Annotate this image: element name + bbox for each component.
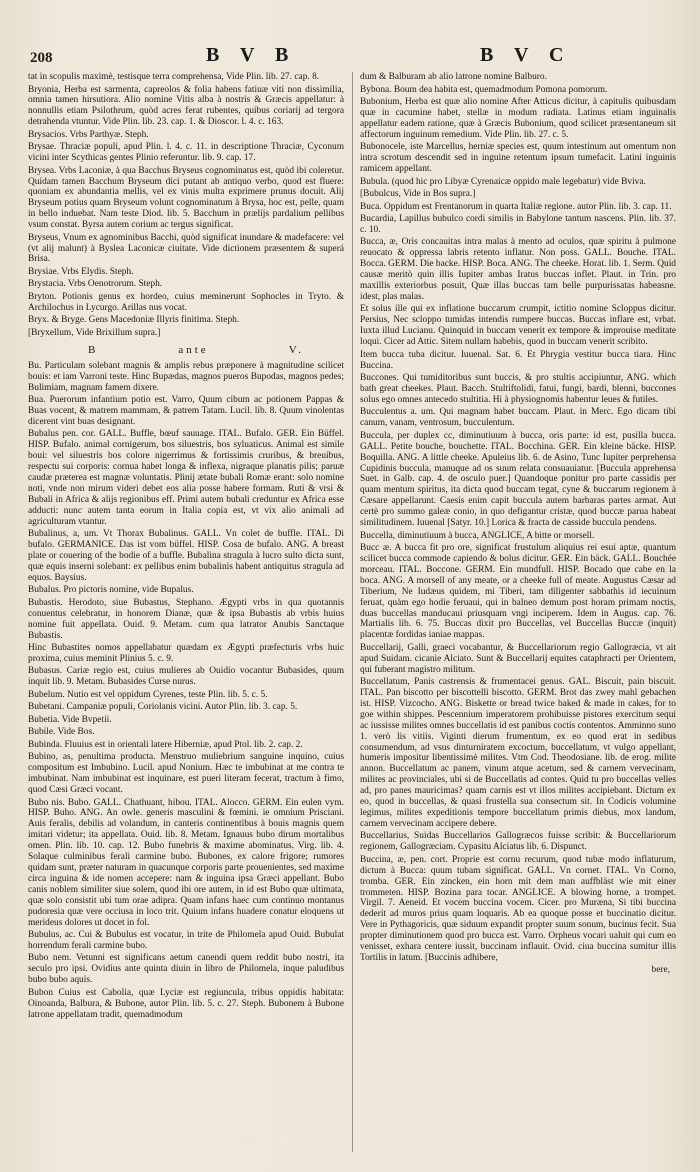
- dictionary-entry: Bucca, æ, Oris concauitas intra malas à mento ad oculos, quæ spiritu à pulmone reuocato & oppressa labris retento inflatur. Non poss. GALL. Bouche. ITAL. Bocca. GERM. Die backe. HISP. Boca. ANG. The cheeke. Horat. lib. 1. Serm. Quid causæ meritò quin illis Iupiter ambas Iratus buccas inflet. Plaut. in Trin. pro maxillis exteriorbus posuit, Quæ illas buccas tam belle purpurissatas habeasne. idest, plas malas.: [360, 237, 676, 302]
- section-heading-word: ante: [178, 343, 209, 356]
- right-column: [360, 72, 676, 1157]
- text-columns: [28, 72, 676, 1157]
- dictionary-entry: Bryx. & Bryge. Gens Macedoniæ Illyris finitima. Steph.: [28, 315, 240, 326]
- left-column-entries-bottom: [28, 361, 344, 1021]
- dictionary-entry: Bu. Particulam solebant magnis & amplis rebus præponere à magnitudine scilicet bouis: et iam Varroni teste. Hinc Bupædas, magnos pueros Bupodas, magnos pedes; Bulimiam, magnam famem dixere.: [28, 360, 344, 393]
- running-head-right: B V C: [480, 44, 572, 66]
- dictionary-entry: Bubalinus, a, um. Vt Thorax Bubalinus. GALL. Vn colet de buffle. ITAL. Di bufalo. GERMANICE. Das ist vom büffel. HISP. Cosa de bufalo. ANG. A breast plate or couering of the bodie of a buffle. Bubalina stragula à lucro sulto dicta sunt, quæ equis inserni solebant: ex pellibus enim bubalinis habent antiquitus stragula ad equos. Baysius.: [28, 529, 344, 583]
- dictionary-entry: tat in scopulis maximè, testisque terra comprehensa, Vide Plin. lib. 27. cap. 8.: [28, 72, 320, 82]
- left-column: [28, 72, 344, 1157]
- dictionary-entry: Bubalus. Pro pictoris nomine, vide Bupalus.: [28, 585, 194, 596]
- dictionary-entry: Buccellarius, Suidas Buccellarios Gallogræcos fuisse scribit: & Buccellariorum regionem, Gallogræciam. Cypasitu Alciatus lib. 6. Dispunct.: [360, 831, 676, 853]
- dictionary-entry: Buccellarij, Galli, graeci vocabantur, & Buccellariorum regio Gallogræcia, vt ait apud Suidam. cicanie Alciato. Sunt & Buccellarij equites cataphracti per Orientem, qui fuberant magistro militum.: [360, 642, 676, 675]
- dictionary-entry: Bybona. Boum dea habita est, quemadmodum Pomona pomorum.: [360, 84, 608, 95]
- dictionary-entry: Bryonia, Herba est sarmenta, capreolos & folia habens fatiuæ viti non dissimilia, omnia tamen hirsutiora. Alio nomine Vitis alba à nostris & Græcis appellatur: à nonnullis etiam Psilothrum, quòd acres ferat rubentes, quibus coriarij ad tergora detrahenda vtuntur. Vide Plin. lib. 23. cap. 1. & Dioscor. l. 4. c. 163.: [28, 84, 344, 128]
- dictionary-entry: Bubulus, ac. Cui & Bubulus est vocatur, in trite de Philomela apud Ouid. Bubulat horrendum ferali carmine bubo.: [28, 930, 344, 951]
- dictionary-entry: Buccula, per duplex cc, diminutiuum à bucca, oris parte: id est, pusilla bucca. GALL. Petite bouche, bouchette. ITAL. Bocchina. GER. Ein kleine bäcke. HISP. Boquilla. ANG. A little cheeke. Apuleius lib. 6. de Asino, Tunc Iupiter perprehensa Cupidinis buccula, manuque ad os suum relata consuauiatur. [Buccula apprehensa Suet. in Galb. cap. 4. de osculo puer.] Quandoque ponitur pro parte cassidis per quam mentum spiritus, ita dicta quod buccam tegat, cyne & buccarum regionem à Cæsare appellarunt. Caesis enim capit buccula autem barbaras partes armat. Aut certè pro summo galeæ conio, in quo defigantur cristæ, quod buccæ parua habeat similitudinem. Iuuenal [Satyr. 10.] Lorica & fracta de casside buccula pendens.: [360, 430, 676, 529]
- dictionary-entry: Bubastis. Herodoto, siue Bubastus, Stephano. Ægypti vrbs in qua quotannis conuentus celebratur, in honorem Dianæ, quæ & ipsa Bubastis ab vrbis huius nomine fuit appellata. Ouid. 9. Metam. cum qua latrator Anubis Sanctaque Bubastis.: [28, 597, 344, 641]
- section-heading-letter: B: [88, 343, 99, 356]
- dictionary-entry: Et solus ille qui ex inflatione buccarum crumpit, ictitio nomine Scloppus dicitur. Persius, Nec scloppo tumidas intendis rumpere buccas. Buccas inflare est, vrbat. Iuxta illud Lucianu. Quinquid in buccam venerit ex tempore & improuise meditate loqui. Cicer ad Attic. Sitem nullam habebis, quod in buccam venerit scribito.: [360, 304, 676, 348]
- dictionary-entry: Hinc Bubastites nomos appellabatur quædam ex Ægypti præfecturis vrbs huic proxima, cuius meminit Plinius 5. c. 9.: [28, 643, 344, 664]
- dictionary-entry: Bucculentus a. um. Qui magnam habet buccam. Plaut. in Merc. Ego dicam tibi canum, vanam, ventrosum, bucculentum.: [360, 407, 676, 429]
- dictionary-entry: Buccina, æ, pen. cort. Proprie est cornu recurum, quod tubæ modo inflaturum, dictum à Bucca: quum tubam significat. GALL. Vn cornet. ITAL. Vn Corno, tromba. GER. Ein zincken, ein horn mit dem man auffbläst wie mit einer trommeten. HISP. Bozina para tocar. ANGLICE. A blowing horne, a trompet. Virgil. 7. Aeneid. Et vocem buccina vocem. Cicer. pro Muræna, Si tibi buccina dederit ad muros prius quam loquaris. Ab ea quoque posse et buccinatio dicitur. Vere in Pythagoricis, quæ siduum expandit propter suum sonum, bucinus fecit. Sua propter diminutionem quod pro bucca est. Varro. Orpheus vocari ualuit qui cum eo venisset, exhara centere iussit, buccinam inflauit. Ovid. ciua buccina sumitur illis Tortilis in latum. [Buccinis adhibere,: [360, 854, 676, 963]
- section-heading-letter-v: V.: [288, 343, 304, 356]
- dictionary-entry: Bubile. Vide Bos.: [28, 727, 95, 738]
- dictionary-entry: dum & Balburam ab alio latrone nomine Balburo.: [360, 72, 547, 82]
- dictionary-entry: [Bubulcus, Vide in Bos supra.]: [360, 189, 476, 200]
- dictionary-entry: Bubo nem. Vetunni est significans aetum canendi quem reddit bubo nostri, ita seculo pro ipsi. Ovidius ante quinta diuin in libro de Philomela, inque paludibus bubo bubo aquis.: [28, 953, 344, 986]
- dictionary-entry: Bubetia. Vide Bvpetii.: [28, 714, 112, 725]
- dictionary-entry: Buccellatum, Panis castrensis & frumentacei genus. GAL. Biscuit, pain biscuit. ITAL. Pan biscotto per biscottelli biscotto. GERM. Brot das zwey mahl gebachen ist. HISP. Vizcocho. ANG. Biskette or bread twice baked & made in cakes, for to goe within shippes. Pescennium imperatorem prohibuisse pistores exercitum sequi ac iussisse milites omnes buccellatis id est panibus coctis contentos. Amminno suno 1. verò lis vitiis. Viginti dierum frumentum, ex eo quod erat in sedibus consumendum, ad vsus dinturniratem excoctum, buccellatum, vt vulgo appellant, humeris impositur libentissimè milites. Vtm Cod. Theodosiane. lib. de erog. milite annon. Buccellatum ac panem, vinum atque acetum, sed & carnem vervecinam, milites ac provinciales, ubi si de Buccellatis ad contes. Quid tu pro buccellas velles ad, pro panes mauricimas? quam carnis est vt illos milites accipiebant. Dictum ex eo, quod in buccellas, & quasi frustella sua consectum sit. In Codicis volumine legimus, milites expeditionis tempore buccellatum primis diebus, mox landum, carnem vervecinam accipere debere.: [360, 677, 676, 829]
- right-column-entries: [360, 72, 676, 964]
- dictionary-entry: Bubonium, Herba est quæ alio nomine After Atticus dicitur, à capitulis quibusdam quæ in cacumine habet, stellæ in modum radiata. Latinus etiam inguinalis appellatur eadem ratione, quæ à Græcis Bubonium, quod scilicet præsentaneum sit affectorum inguinum remedium. Vide Plin. lib. 27. c. 5.: [360, 97, 676, 140]
- page-header: [0, 44, 700, 70]
- dictionary-entry: Bubino, as, penultima producta. Menstruo muliebrium sanguine inquino, cuius compositum est Imbubino. Lucil. apud Nonium. Hæc te imbubinat at me contra te imbubinat. Nam imbubinat est inquinare, est pueri literam fecerat, tractum à fimo, quod Cæsi Græci vocant.: [28, 752, 344, 796]
- dictionary-entry: [Bryxellum, Vide Brixillum supra.]: [28, 327, 161, 338]
- catchword: bere,: [651, 965, 670, 976]
- section-heading: [28, 341, 344, 359]
- page-number: 208: [30, 50, 53, 66]
- left-column-entries-top: [28, 72, 344, 339]
- column-divider: [352, 72, 353, 1152]
- dictionary-entry: Bubinda. Fluuius est in orientali latere Hiberniæ, apud Ptol. lib. 2. cap. 2.: [28, 739, 303, 750]
- dictionary-entry: Bua. Puerorum infantium potio est. Varro, Quum cibum ac potionem Pappas & Buas vocent, & matrem mammam, & patrem Tatam. Lucil. lib. 8. Quum vinolentas dicerent vint buas designant.: [28, 395, 344, 427]
- dictionary-entry: Bucc æ. A bucca fit pro ore, significat frustulum aliquius rei esui aptæ, quantum scilicet bucca commode capiendo & bolus dicitur. GER. Ein bäck. GALL. Bouchée morceau. ITAL. Boccone. GERM. Ein mundfull. HISP. Bocado que cabe en la boca. ANG. A morsell of any meate, or a cheeke full of meate. Augustus Cæsar ad Tiberium, Ne Iudæus quidem, mi Tiberi, tam diligenter sabbathis id iecuinum feruat, quàm ego hodie feruaui, qui in balneo demum post horam primam noctis, duas buccellas manducaui priusquam vngi inciperem. Idem in Augus. cap. 76. Martialis lib. 6. 75. Buccas dixit pro Buccellas, vel Buccellas Buccæ (inquit) placentæ fordidas ianiae mappas.: [360, 543, 676, 641]
- running-head-left: B V B: [206, 44, 297, 66]
- dictionary-entry: Bubonocele, iste Marcellus, herniæ species est, quum intestinum aut omentum non intra scrotum descendit sed in inguine retentum ipsum tumefacit. Latini inguinis ramicem appellant.: [360, 142, 676, 175]
- dictionary-entry: Bubo nis. Bubo. GALL. Chathuant, hibou. ITAL. Alocco. GERM. Ein eulen vym. HISP. Buho. ANG. An owle. generis masculini & fœmini. ie omnium Prisciani. Auis feralis, debilis ad volandum, in canteris continentibus à bouis magnis quem imitari videtur; ita appellata. Ouid. lib. 8. Metam. Ignauus bubo dirum mortalibus omen. Plin. lib. 10. cap. 12. Bubo funebris & maxime abominatus. Virg. lib. 4. Solaque culminibus ferali carmine bubo. Bubones, ex calore frigore; rumores quidam sunt, præter naturam in quacunque corporis parte prouenientes, sed maxime circa inguina & ide nomen accepere: nam & inguina ipsa Græci appellant. Bubo canis noblem similiter siue solem, quod ibi ore autem, in id est Bubo quæ ultimata, quæ solo consistit ubi tum orae adipra. Quam infans haec cum continuo montanus pudoresia quæ vere occiusa in loco trit. Quium infans huadere conatur eloquens ut merideus dolores ut docet in fol.: [28, 797, 344, 928]
- dictionary-entry: Bucardia, Lapillus bubulco cordi similis in Babylone tantum nascens. Plin. lib. 37. c. 10.: [360, 214, 676, 235]
- dictionary-entry: Bubasus. Cariæ regio est, cuius mulieres ab Ouidio vocantur Bubasides, quum inquit lib. 9. Metam. Bubasides Curse nurus.: [28, 666, 344, 688]
- dictionary-entry: Bryton. Potionis genus ex hordeo, cuius meminerunt Sophocles in Tryto. & Archilochus in Lycurgo. Arillas nus vocat.: [28, 291, 344, 313]
- dictionary-entry: Brystacia. Vrbs Oenotrorum. Steph.: [28, 279, 163, 290]
- dictionary-entry: Bubelum. Nutio est vel oppidum Cyrenes, teste Plin. lib. 5. c. 5.: [28, 689, 268, 700]
- dictionary-entry: Bryseus, Vnum ex agnominibus Bacchi, quòd significat inundare & madefacere: vel (vt alij malunt) à Byslea Laconicæ ciuitate. Vide dictionem præsentem & superá Brisa.: [28, 232, 344, 265]
- dictionary-entry: Bubula. (quod hic pro Libyæ Cyrenaicæ oppido male legebatur) vide Bviva.: [360, 176, 646, 187]
- dictionary-entry: Brysea. Vrbs Laconiæ, à qua Bacchus Bryseus cognominatus est, quòd ibi coleretur. Quidam tamen Bacchum Bryseum dici putant ab antiquo verbo, quod est fluere: quoniam ex abundantia mellis, vel ex vinis multa exprimere prunus docuit. Alij Bryseum potius quam Bryseum volunt cognominatum à Brysa, hoc est, pelle, quam in bello induebat. Nam teste Diod. lib. 5. Bacchum in prælijs pardalium pellibus vsum constat. Byrsa autem corium ac tergus significat.: [28, 165, 344, 231]
- dictionary-entry: Brysiae. Vrbs Elydis. Steph.: [28, 266, 134, 277]
- dictionary-entry: Bubon Cuius est Cabolia, quæ Lyciæ est regiuncula, tribus oppidis habitata: Oinoanda, Balbura, & Bubone, autor Plin. lib. 5. c. 27. Steph. Bubonem à Bubone latrone appellatam tradit, quemadmodum: [28, 987, 344, 1020]
- dictionary-entry: Buccones. Qui tumiditoribus sunt buccis, & pro stultis accipiuntur, ANG. which bath great cheekes. Plaut. Bacch. Stultiftolidi, fatui, fungi, bardi, blenni, buccones solus ego omnes antecedo stultitia. Hi à physiognomis habentur leues & futiles.: [360, 373, 676, 405]
- dictionary-entry: Buca. Oppidum est Frentanorum in quarta Italiæ regione. autor Plin. lib. 3. cap. 11.: [360, 201, 672, 212]
- dictionary-entry: Bubetani. Campaniæ populi, Coriolanis vicini. Autor Plin. lib. 3. cap. 5.: [28, 702, 298, 713]
- dictionary-entry: Brysae. Thraciæ populi, apud Plin. l. 4. c. 11. in descriptione Thraciæ, Cyconum vicini inter Scythicas gentes Plinio referuntur. lib. 9. cap. 17.: [28, 142, 344, 164]
- dictionary-entry: Brysacios. Vrbs Parthyæ. Steph.: [28, 129, 149, 140]
- dictionary-entry: Bubalus pen. cor. GALL. Buffle, bœuf sauuage. ITAL. Bufalo. GER. Ein Büffel. HISP. Bufalo. animal cornigerum, bos siluestris, bos syluaticus. Animal est simile boui: vel siluestris bos colore nigerrimus & fortissimis cruribus, & breuibus, respectu sui corporis: cornua habet longa & inflexa, nigraque planatis pilis; paruæ caudæ præterea est magnæ voluntatis. Plinij ætate bubali Romæ erant: solo nomine noti, vnde non mirum videri debet eos alia posse habere formam. Ruti & vrsi & Bubali in Africa & alijs regionibus eff. Primi autem bubali creduntur ex Africa esse adducti: nunc autem tanta eorum in Italia copia est, vt vix alio animali ad agriculturam vtantur.: [28, 429, 344, 527]
- dictionary-entry: Buccella, diminutiuum à bucca, ANGLICE, A bitte or morsell.: [360, 530, 595, 541]
- dictionary-entry: Item bucca tuba dicitur. Iuuenal. Sat. 6. Et Phrygia vestitur bucca tiara. Hinc Buccina.: [360, 349, 676, 371]
